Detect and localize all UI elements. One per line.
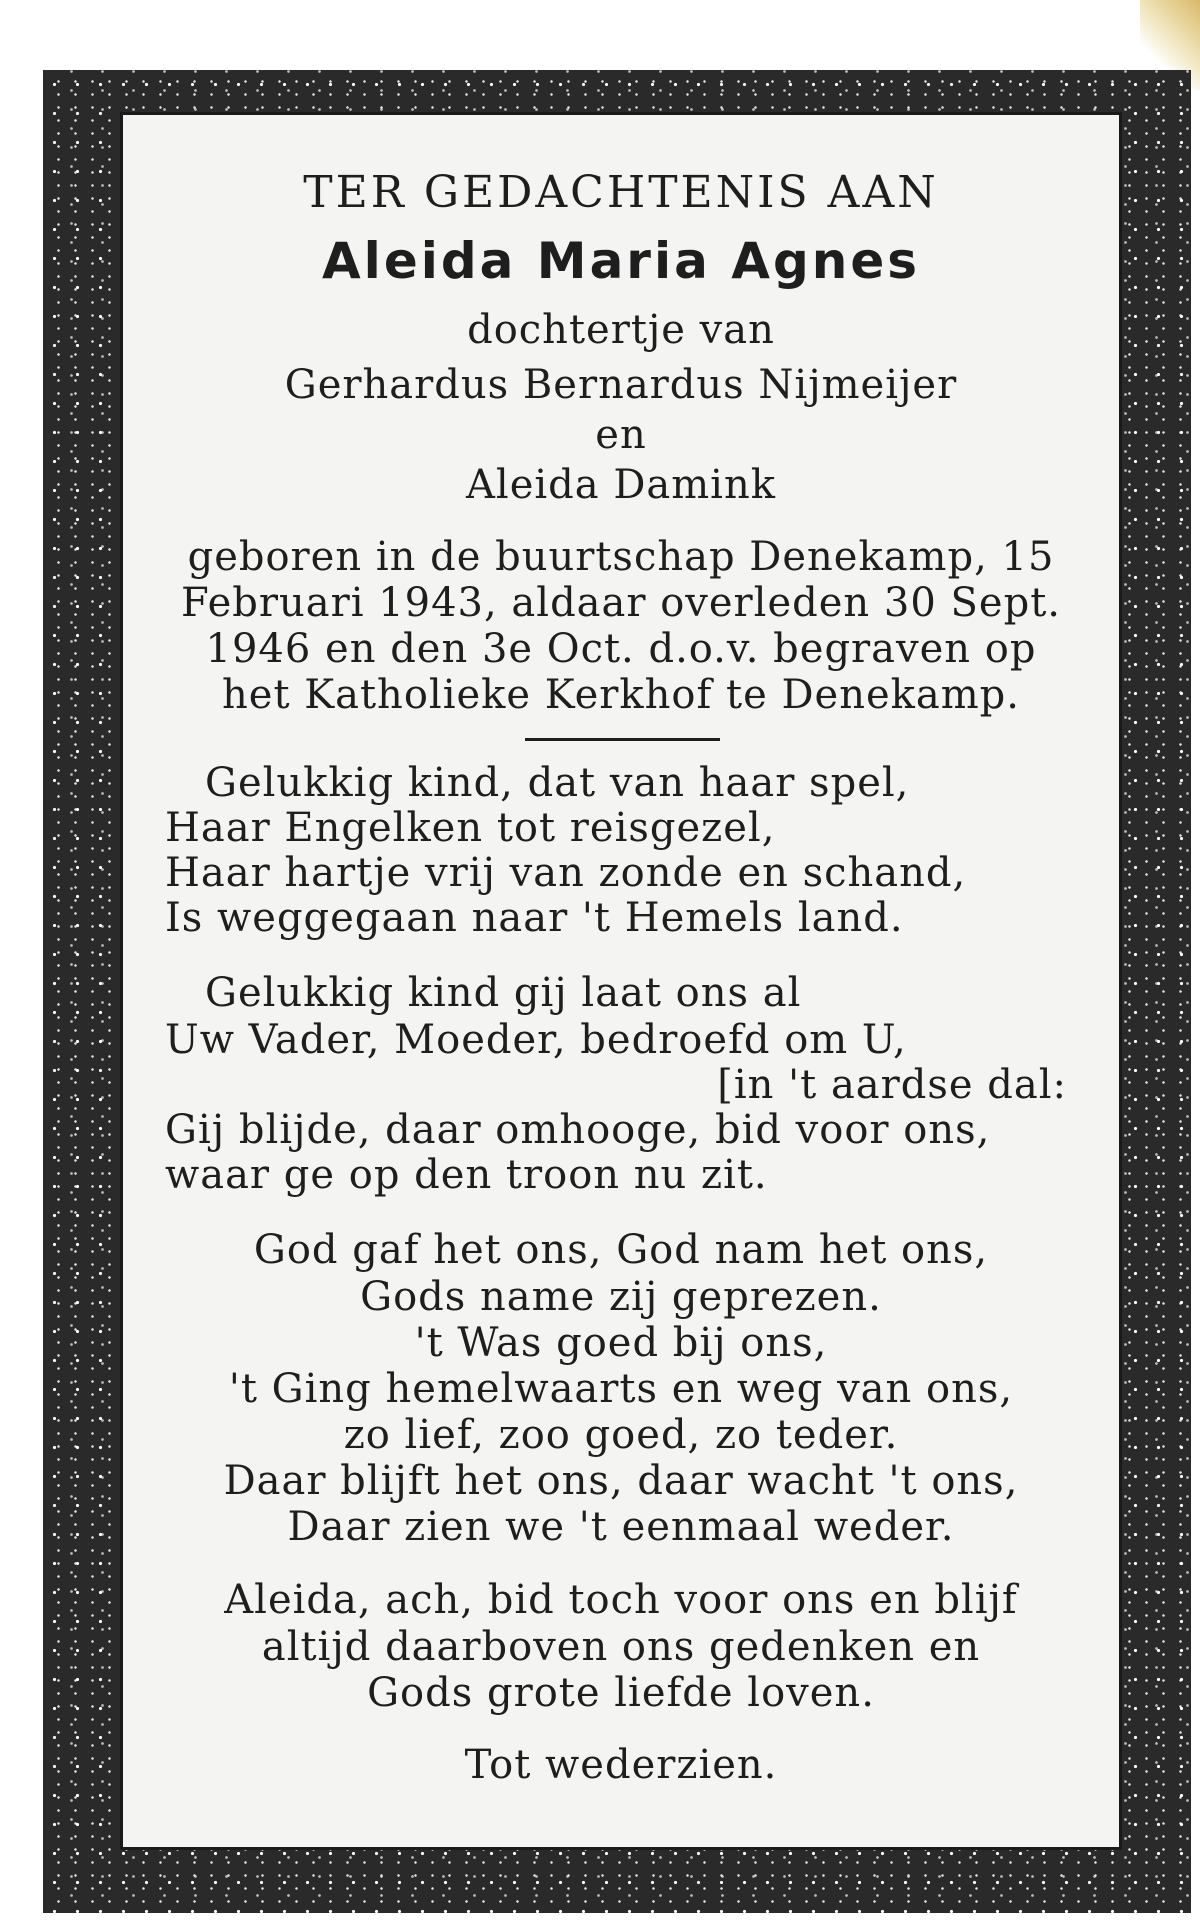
verse2-line: Gij blijde, daar omhooge, bid voor ons, [165,1107,991,1153]
verse3-line: zo lief, zoo goed, zo teder. [343,1412,899,1458]
verse4-line: Gods grote liefde loven. [367,1670,875,1716]
relation-text: dochtertje van [467,307,775,353]
closing-text: Tot wederzien. [464,1742,778,1788]
verse3-line: God gaf het ons, God nam het ons, [253,1227,989,1273]
verse2-line: waar ge op den troon nu zit. [165,1152,768,1198]
bio-line: het Katholieke Kerkhof te Denekamp. [222,672,1020,718]
verse3-line: 't Ging hemelwaarts en weg van ons, [228,1366,1014,1412]
deceased-name: Aleida Maria Agnes [321,232,921,290]
verse1-line: Gelukkig kind, dat van haar spel, [205,760,910,806]
divider-rule [525,738,720,741]
verse1-line: Haar Engelken tot reisgezel, [165,805,776,851]
verse1-line: Haar hartje vrij van zonde en schand, [165,850,967,896]
verse3-line: 't Was goed bij ons, [414,1320,828,1366]
verse4-line: altijd daarboven ons gedenken en [261,1624,981,1670]
bio-line: geboren in de buurtschap Denekamp, 15 [187,534,1055,580]
verse2-line: [in 't aardse dal: [717,1062,1067,1108]
verse3-line: Daar zien we 't eenmaal weder. [287,1504,955,1550]
bio-line: 1946 en den 3e Oct. d.o.v. begraven op [205,626,1037,672]
memorial-card [120,112,1122,1850]
bio-line: Februari 1943, aldaar overleden 30 Sept. [181,580,1061,626]
verse2-line: Gelukkig kind gij laat ons al [205,970,802,1016]
verse3-line: Gods name zij geprezen. [360,1274,882,1320]
verse1-line: Is weggegaan naar 't Hemels land. [165,895,904,941]
conjunction: en [595,412,647,458]
verse4-line: Aleida, ach, bid toch voor ons en blijf [224,1577,1018,1623]
mother-name: Aleida Damink [466,462,776,508]
heading: TER GEDACHTENIS AAN [303,167,939,218]
father-name: Gerhardus Bernardus Nijmeijer [284,362,958,408]
verse2-line: Uw Vader, Moeder, bedroefd om U, [165,1017,907,1063]
verse3-line: Daar blijft het ons, daar wacht 't ons, [223,1458,1019,1504]
